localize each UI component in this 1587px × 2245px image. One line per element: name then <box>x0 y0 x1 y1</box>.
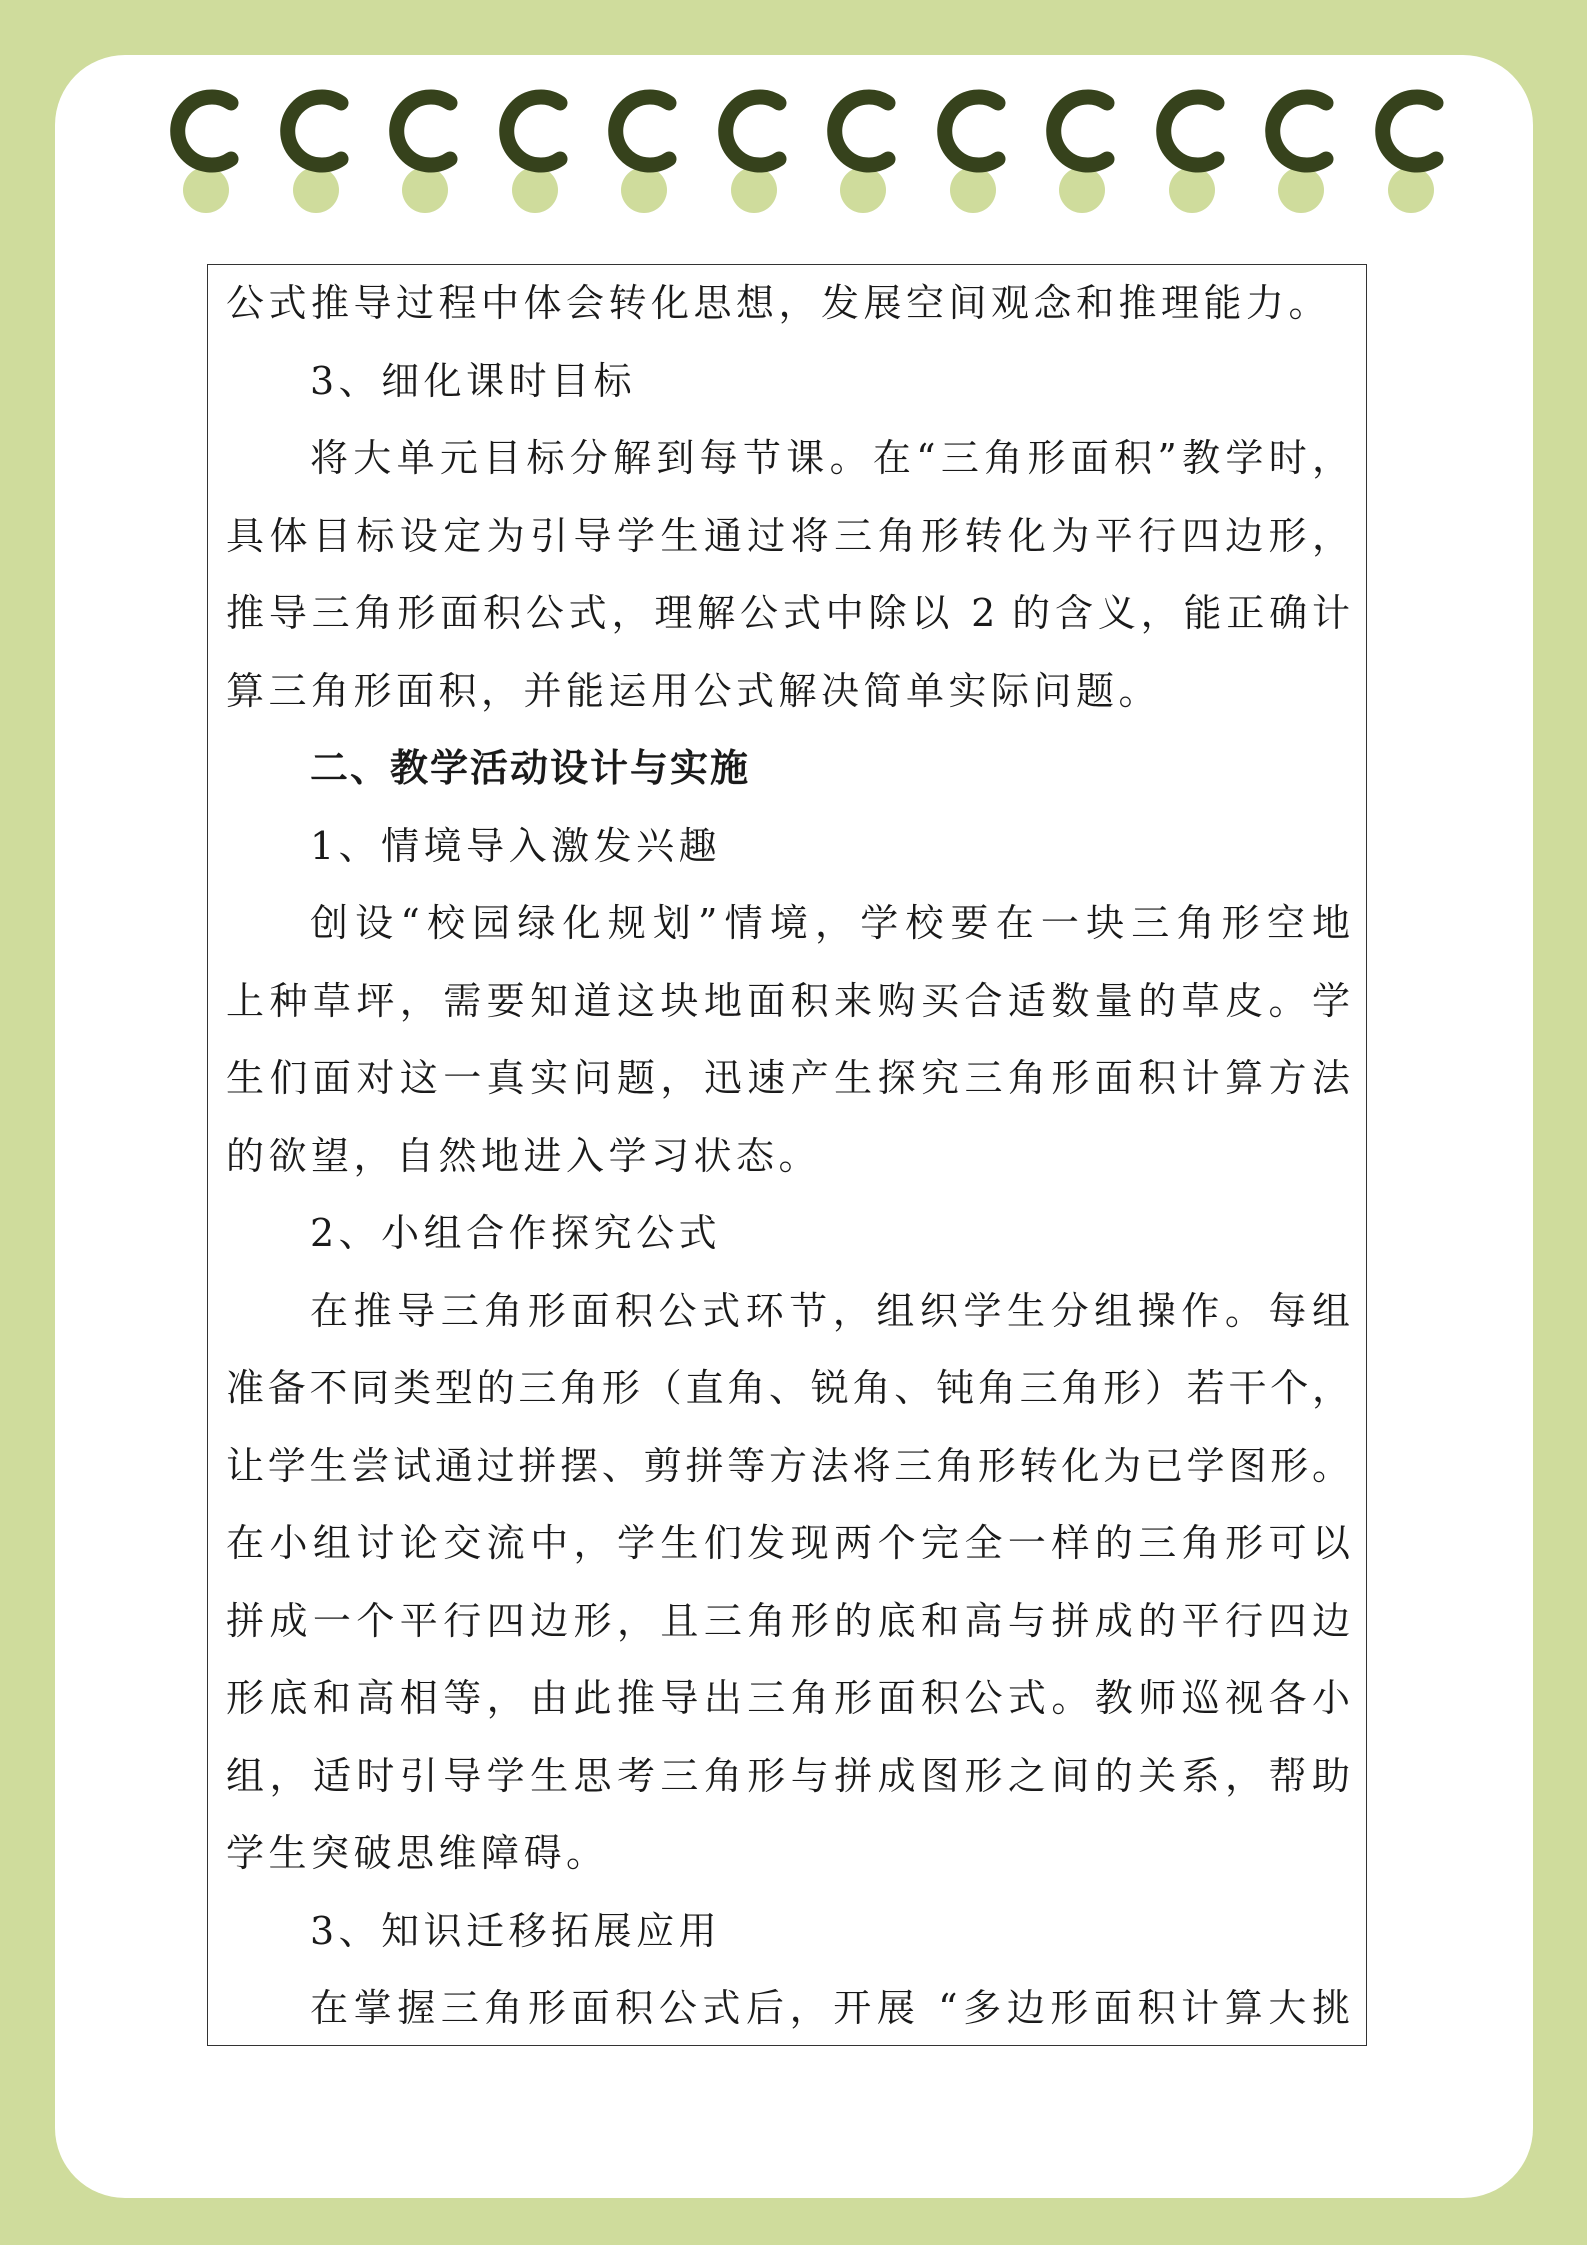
ring-hook-icon <box>1141 83 1237 179</box>
text-line: 具体目标设定为引导学生通过将三角形转化为平行四边形， <box>226 513 1350 558</box>
section-heading: 二、教学活动设计与实施 <box>310 746 751 790</box>
text-line: 拼成一个平行四边形，且三角形的底和高与拼成的平行四边 <box>226 1598 1350 1643</box>
text-line: 的欲望，自然地进入学习状态。 <box>226 1133 822 1178</box>
text-line: 公式推导过程中体会转化思想，发展空间观念和推理能力。 <box>226 281 1332 325</box>
subheading: 3、知识迁移拓展应用 <box>310 1908 722 1953</box>
text-line: 形底和高相等，由此推导出三角形面积公式。教师巡视各小 <box>226 1676 1350 1720</box>
ring-hook-icon <box>265 83 361 179</box>
binder-ring <box>155 83 251 213</box>
text-line: 上种草坪，需要知道这块地面积来购买合适数量的草皮。学 <box>226 978 1350 1023</box>
binder-ring <box>703 83 799 213</box>
ring-hook-icon <box>593 83 689 179</box>
binder-ring <box>1360 83 1456 213</box>
text-line: 推导三角形面积公式，理解公式中除以 2 的含义，能正确计 <box>226 591 1350 635</box>
binder-ring <box>812 83 908 213</box>
binder-ring <box>374 83 470 213</box>
text-line: 在掌握三角形面积公式后，开展 “多边形面积计算大挑 <box>310 1986 1350 2030</box>
binder-ring <box>593 83 689 213</box>
binder-ring <box>265 83 361 213</box>
ring-hook-icon <box>812 83 908 179</box>
ring-hook-icon <box>922 83 1018 179</box>
ring-hook-icon <box>1250 83 1346 179</box>
subheading: 1、情境导入激发兴趣 <box>310 823 722 868</box>
text-line: 学生突破思维障碍。 <box>226 1831 609 1875</box>
binder-ring <box>922 83 1018 213</box>
subheading: 2、小组合作探究公式 <box>310 1211 722 1255</box>
subheading: 3、细化课时目标 <box>310 358 637 403</box>
text-line: 生们面对这一真实问题，迅速产生探究三角形面积计算方法 <box>226 1056 1350 1100</box>
text-line: 组，适时引导学生思考三角形与拼成图形之间的关系，帮助 <box>226 1753 1350 1798</box>
binder-ring <box>1141 83 1237 213</box>
binder-ring <box>1250 83 1346 213</box>
ring-hook-icon <box>155 83 251 179</box>
text-line: 在推导三角形面积公式环节，组织学生分组操作。每组 <box>310 1288 1350 1333</box>
binder-ring <box>484 83 580 213</box>
text-line: 创设“校园绿化规划”情境，学校要在一块三角形空地 <box>310 901 1350 945</box>
text-line: 算三角形面积，并能运用公式解决简单实际问题。 <box>226 668 1162 713</box>
text-line: 在小组讨论交流中，学生们发现两个完全一样的三角形可以 <box>226 1521 1350 1565</box>
binder-ring <box>1031 83 1127 213</box>
ring-hook-icon <box>1031 83 1127 179</box>
ring-hook-icon <box>484 83 580 179</box>
ring-hook-icon <box>374 83 470 179</box>
text-line: 将大单元目标分解到每节课。在“三角形面积”教学时， <box>310 436 1350 480</box>
ring-hook-icon <box>1360 83 1456 179</box>
text-frame <box>207 264 1367 2046</box>
ring-hook-icon <box>703 83 799 179</box>
text-line: 让学生尝试通过拼摆、剪拼等方法将三角形转化为已学图形。 <box>226 1443 1350 1488</box>
text-line: 准备不同类型的三角形（直角、锐角、钝角三角形）若干个， <box>226 1366 1350 1410</box>
